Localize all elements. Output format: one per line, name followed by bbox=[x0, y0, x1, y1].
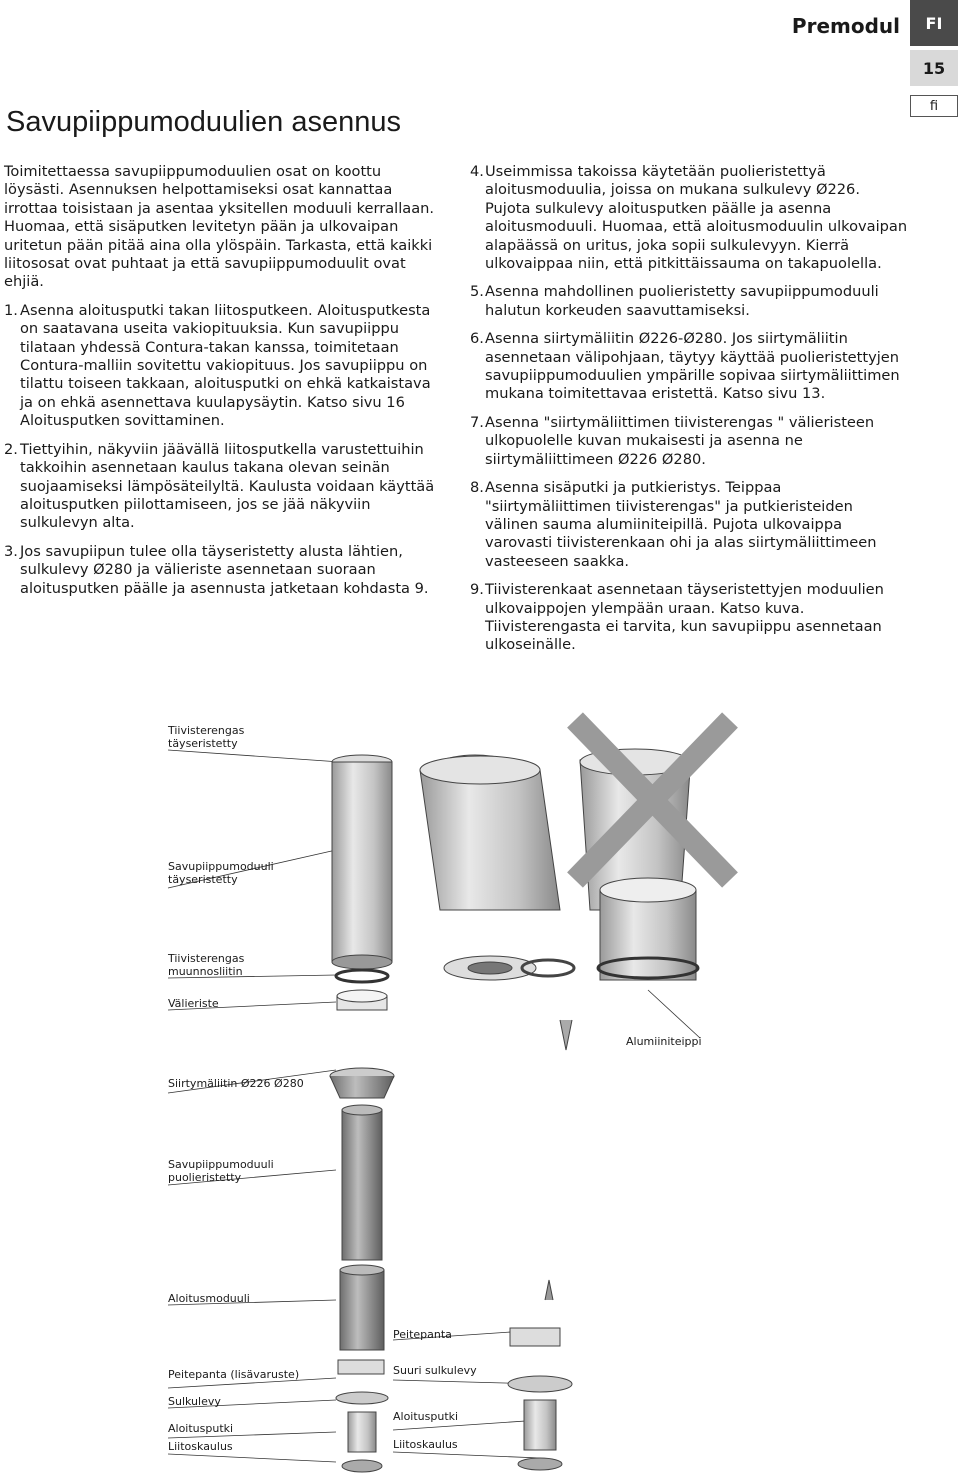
left-column bbox=[4, 163, 444, 598]
step-3 bbox=[4, 543, 444, 598]
brand-name: Premodul bbox=[791, 14, 900, 38]
step-number: 3. bbox=[4, 542, 18, 560]
intro-paragraph: Toimitettaessa savupiippumoduulien osat on koottu löysästi. Asennuksen helpottamiseksi osat kannattaa irrottaa toisistaan ja asentaa yksitellen moduuli kerrallaan. Huomaa, että sisäputken levitetyn pään ja ulkovaipan uritetun pään pitää aina olla ylöspäin. Tarkasta, että kaikki liitososat ovat puhtaat ja että savupiippumoduulit ovat ehjiä. bbox=[4, 163, 435, 291]
step-text: Asenna sisäputki ja putkieristys. Teippaa "siirtymäliittimen tiivisterengas" ja putkieristeiden välinen sauma alumiiniteipillä. Pujota ulkovaippa varovasti tiivisterenkaan ohi ja alas siirtymäliittimeen vasteeseen saakka. bbox=[485, 479, 877, 570]
label-cover-band-accessory: Peitepanta (lisävaruste) bbox=[168, 1368, 300, 1381]
label-cover-band: Peitepanta bbox=[393, 1328, 452, 1341]
step-8 bbox=[470, 479, 910, 571]
label-module-half: Savupiippumoduuli puolieristetty bbox=[168, 1158, 274, 1184]
starter-pipe bbox=[348, 1412, 376, 1452]
step-text: Asenna "siirtymäliittimen tiivisterengas " välieristeen ulkopuolelle kuvan mukaisesti ja asenna ne siirtymäliittimeen Ø226 Ø280. bbox=[485, 413, 875, 468]
step-1 bbox=[4, 302, 444, 431]
step-number: 9. bbox=[470, 581, 484, 599]
step-9 bbox=[470, 581, 910, 655]
label-starter-module: Aloitusmoduuli bbox=[168, 1292, 250, 1305]
step-text: Jos savupiipun tulee olla täyseristetty alusta lähtien, sulkulevy Ø280 ja välieriste asennetaan suoraan aloitusputken päälle ja asennusta jatketaan kohdasta 9. bbox=[20, 542, 429, 597]
label-transition-adapter: Siirtymäliitin Ø226 Ø280 bbox=[168, 1077, 304, 1090]
step-number: 5. bbox=[470, 283, 484, 301]
seal-ring bbox=[336, 970, 388, 982]
step-number: 6. bbox=[470, 330, 484, 348]
cover-band bbox=[338, 1360, 384, 1374]
label-starter-pipe-right: Aloitusputki bbox=[393, 1410, 459, 1423]
step-6 bbox=[470, 330, 910, 404]
transition-adapter bbox=[330, 1068, 394, 1098]
label-aluminium-tape: Alumiiniteippi bbox=[626, 1035, 702, 1048]
label-large-closing-plate: Suuri sulkulevy bbox=[393, 1364, 477, 1377]
step-text: Asenna aloitusputki takan liitosputkeen. Aloitusputkesta on saatavana useita vakiopituuksia. Kun savupiippu tilataan yhdessä Contura-takan kanssa, toimitetaan Contura-malliin sovitettu vakiopituus. Jos savupiippu on tilattu toiseen takkaan, aloitusputki on ehkä katkaistava ja on ehkä asennettava kuulapysäytin. Katso sivu 16 Aloitusputken sovittaminen. bbox=[20, 301, 431, 430]
starter-parts-detail bbox=[508, 1280, 572, 1470]
step-5 bbox=[470, 283, 910, 320]
step-7 bbox=[470, 414, 910, 469]
label-seal-ring-full: Tiivisterengas täyseristetty bbox=[168, 724, 245, 750]
step-text: Tiivisterenkaat asennetaan täyseristettyjen moduulien ulkovaippojen ylempään uraan. Katso kuva. Tiivisterengasta ei tarvita, kun savupiippu asennetaan ulkoseinälle. bbox=[485, 581, 884, 654]
page-number: 15 bbox=[910, 50, 958, 86]
label-collar-right: Liitoskaulus bbox=[393, 1438, 458, 1451]
step-4 bbox=[470, 163, 910, 273]
language-code: fi bbox=[910, 95, 958, 117]
step-text: Tiettyihin, näkyviin jäävällä liitosputkella varustettuihin takkoihin asennetaan kaulus takana olevan seinän suojaamiseksi lämpösäteilyltä. Kaulusta voidaan käyttää aloitusputken piilottamiseen, jos se jää näkyviin sulkulevyn alta. bbox=[20, 440, 435, 532]
step-number: 2. bbox=[4, 440, 18, 458]
language-tab: FI bbox=[910, 0, 958, 46]
step-2 bbox=[4, 441, 444, 533]
step-text: Asenna siirtymäliitin Ø226-Ø280. Jos siirtymäliitin asennetaan välipohjaan, täytyy käyttää puolieristettyjen savupiippumoduulien ympärille sopivaa siirtymäliittimen mukana toimitettavaa eristettä. Katso sivu 13. bbox=[485, 330, 900, 403]
label-collar-left: Liitoskaulus bbox=[168, 1440, 233, 1453]
half-insulated-module bbox=[342, 1105, 382, 1260]
starter-module bbox=[340, 1265, 384, 1350]
insulation-spacer bbox=[337, 990, 387, 1010]
label-closing-plate: Sulkulevy bbox=[168, 1395, 221, 1408]
label-insulation: Välieriste bbox=[168, 997, 219, 1010]
label-module-full: Savupiippumoduuli täyseristetty bbox=[168, 860, 274, 886]
step-number: 1. bbox=[4, 301, 18, 319]
step-text: Useimmissa takoissa käytetään puolieristettyä aloitusmoduulia, joissa on mukana sulkulevy Ø226. Pujota sulkulevy aloitusputken päälle ja asenna aloitusmoduuli. Huomaa, että aloitusmoduulin ulkovaipan alapäässä on uritus, joka sopii sulkulevyyn. Kierrä ulkovaippaa niin, että pitkittäissauma on takapuolella. bbox=[485, 163, 908, 273]
label-seal-ring-adapter: Tiivisterengas muunnosliitin bbox=[168, 952, 245, 978]
closing-plate bbox=[336, 1392, 388, 1404]
page-title: Savupiippumoduulien asennus bbox=[6, 106, 402, 138]
step-number: 7. bbox=[470, 413, 484, 431]
step-number: 8. bbox=[470, 479, 484, 497]
right-column bbox=[470, 163, 910, 655]
full-insulated-module bbox=[332, 755, 392, 969]
step-number: 4. bbox=[470, 163, 484, 180]
assembly-illustration bbox=[0, 700, 960, 1480]
step-text: Asenna mahdollinen puolieristetty savupiippumoduuli halutun korkeuden saavuttamiseksi. bbox=[485, 283, 879, 319]
connection-collar bbox=[342, 1460, 382, 1472]
label-starter-pipe-left: Aloitusputki bbox=[168, 1422, 234, 1435]
